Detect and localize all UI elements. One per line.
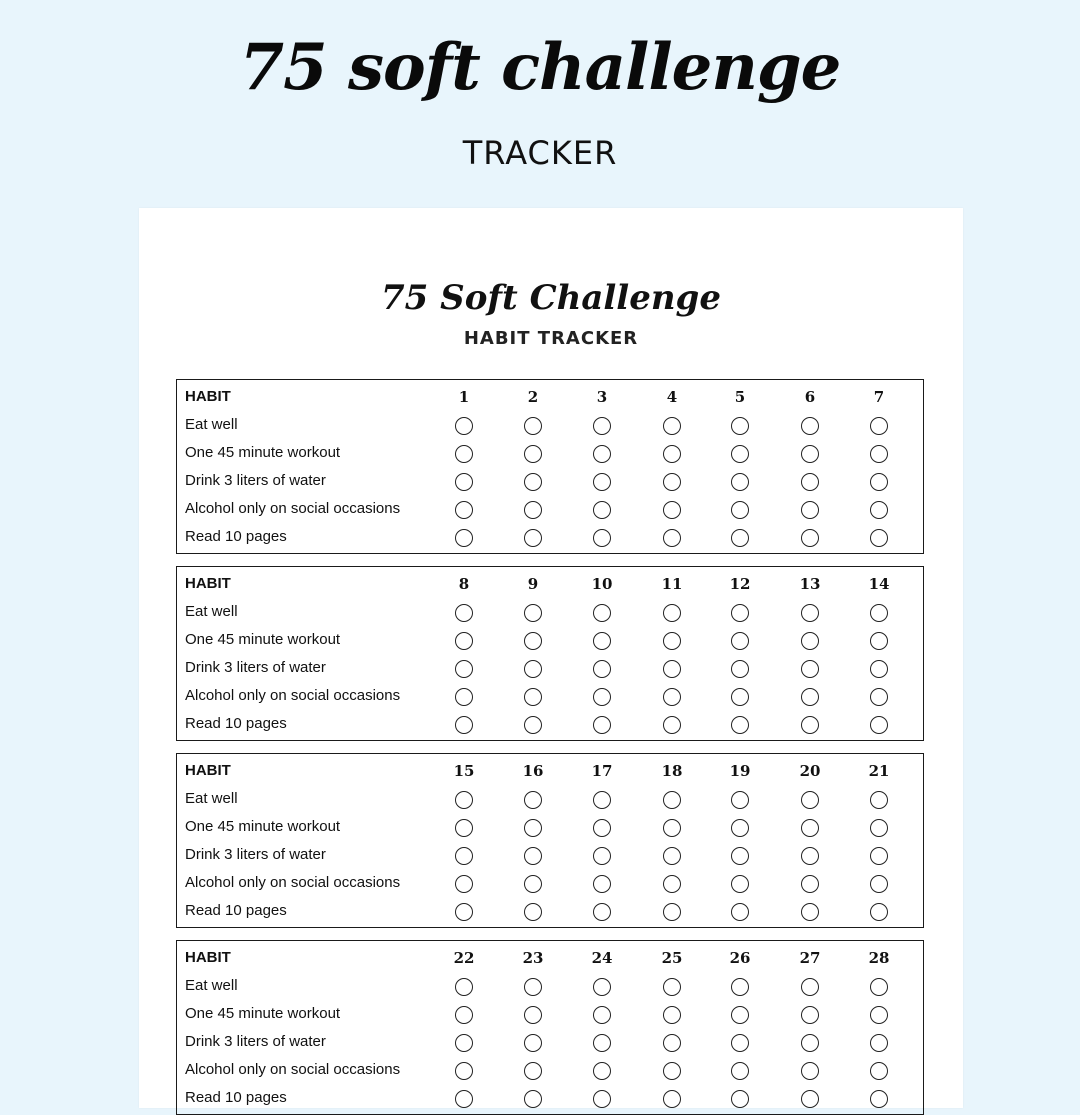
habit-checkbox[interactable] <box>593 417 611 435</box>
habit-checkbox[interactable] <box>870 791 888 809</box>
habit-checkbox[interactable] <box>455 417 473 435</box>
habit-checkbox[interactable] <box>524 604 542 622</box>
habit-checkbox[interactable] <box>455 660 473 678</box>
habit-checkbox[interactable] <box>524 791 542 809</box>
habit-row <box>177 655 925 683</box>
habit-checkbox[interactable] <box>524 1062 542 1080</box>
habit-checkbox[interactable] <box>801 1034 819 1052</box>
habit-checkbox[interactable] <box>731 1006 749 1024</box>
habit-row <box>177 524 925 552</box>
habit-checkbox[interactable] <box>870 1062 888 1080</box>
day-number: 13 <box>799 575 821 593</box>
week-header-row <box>177 758 925 786</box>
habit-checkbox[interactable] <box>731 445 749 463</box>
habit-checkbox[interactable] <box>801 978 819 996</box>
habit-checkbox[interactable] <box>593 688 611 706</box>
habit-label: Read 10 pages <box>185 528 287 545</box>
day-number: 26 <box>729 949 751 967</box>
habit-checkbox[interactable] <box>663 847 681 865</box>
habit-label: Alcohol only on social occasions <box>185 500 401 517</box>
habit-label: Drink 3 liters of water <box>185 846 326 863</box>
day-number: 17 <box>591 762 613 780</box>
habit-checkbox[interactable] <box>663 473 681 491</box>
habit-checkbox[interactable] <box>870 819 888 837</box>
habit-checkbox[interactable] <box>524 1006 542 1024</box>
habit-checkbox[interactable] <box>801 716 819 734</box>
habit-checkbox[interactable] <box>870 903 888 921</box>
habit-label: Alcohol only on social occasions <box>185 687 401 704</box>
habit-row <box>177 898 925 926</box>
habit-checkbox[interactable] <box>524 847 542 865</box>
habit-checkbox[interactable] <box>731 1090 749 1108</box>
habit-row <box>177 870 925 898</box>
habit-checkbox[interactable] <box>731 875 749 893</box>
day-number: 4 <box>666 388 678 406</box>
habit-checkbox[interactable] <box>663 688 681 706</box>
habit-checkbox[interactable] <box>663 445 681 463</box>
week-block <box>176 379 924 554</box>
habit-checkbox[interactable] <box>870 716 888 734</box>
habit-checkbox[interactable] <box>455 473 473 491</box>
habit-checkbox[interactable] <box>801 660 819 678</box>
habit-column-header: HABIT <box>185 575 231 592</box>
habit-checkbox[interactable] <box>801 604 819 622</box>
habit-row <box>177 1001 925 1029</box>
habit-checkbox[interactable] <box>524 978 542 996</box>
habit-row <box>177 814 925 842</box>
habit-checkbox[interactable] <box>801 819 819 837</box>
habit-checkbox[interactable] <box>731 417 749 435</box>
habit-row <box>177 599 925 627</box>
habit-checkbox[interactable] <box>801 1090 819 1108</box>
habit-checkbox[interactable] <box>801 632 819 650</box>
habit-label: Drink 3 liters of water <box>185 472 326 489</box>
habit-checkbox[interactable] <box>593 445 611 463</box>
habit-checkbox[interactable] <box>731 1034 749 1052</box>
habit-checkbox[interactable] <box>870 473 888 491</box>
habit-label: Eat well <box>185 790 238 807</box>
habit-checkbox[interactable] <box>455 688 473 706</box>
habit-checkbox[interactable] <box>870 632 888 650</box>
habit-checkbox[interactable] <box>870 445 888 463</box>
habit-column-header: HABIT <box>185 762 231 779</box>
habit-label: Alcohol only on social occasions <box>185 1061 401 1078</box>
habit-row <box>177 1029 925 1057</box>
habit-column-header: HABIT <box>185 388 231 405</box>
day-number: 22 <box>453 949 475 967</box>
habit-checkbox[interactable] <box>801 1062 819 1080</box>
habit-checkbox[interactable] <box>593 1090 611 1108</box>
habit-checkbox[interactable] <box>801 473 819 491</box>
habit-checkbox[interactable] <box>663 1062 681 1080</box>
habit-label: Eat well <box>185 977 238 994</box>
habit-checkbox[interactable] <box>731 604 749 622</box>
habit-checkbox[interactable] <box>870 1006 888 1024</box>
habit-checkbox[interactable] <box>663 1034 681 1052</box>
week-header-row <box>177 384 925 412</box>
habit-checkbox[interactable] <box>455 1006 473 1024</box>
habit-label: One 45 minute workout <box>185 444 341 461</box>
habit-row <box>177 683 925 711</box>
habit-checkbox[interactable] <box>455 1034 473 1052</box>
habit-checkbox[interactable] <box>731 501 749 519</box>
day-number: 19 <box>729 762 751 780</box>
habit-checkbox[interactable] <box>731 978 749 996</box>
habit-label: Read 10 pages <box>185 1089 287 1106</box>
habit-checkbox[interactable] <box>801 688 819 706</box>
habit-checkbox[interactable] <box>455 978 473 996</box>
habit-checkbox[interactable] <box>524 875 542 893</box>
day-number: 7 <box>873 388 885 406</box>
habit-checkbox[interactable] <box>731 716 749 734</box>
habit-row <box>177 842 925 870</box>
habit-checkbox[interactable] <box>731 903 749 921</box>
week-block <box>176 753 924 928</box>
habit-checkbox[interactable] <box>870 1034 888 1052</box>
habit-checkbox[interactable] <box>524 445 542 463</box>
habit-checkbox[interactable] <box>524 1090 542 1108</box>
day-number: 1 <box>458 388 470 406</box>
habit-label: Read 10 pages <box>185 715 287 732</box>
habit-checkbox[interactable] <box>524 473 542 491</box>
habit-checkbox[interactable] <box>663 1090 681 1108</box>
habit-checkbox[interactable] <box>524 903 542 921</box>
habit-checkbox[interactable] <box>524 716 542 734</box>
habit-checkbox[interactable] <box>663 417 681 435</box>
habit-checkbox[interactable] <box>731 529 749 547</box>
habit-checkbox[interactable] <box>870 688 888 706</box>
day-number: 3 <box>596 388 608 406</box>
habit-label: Eat well <box>185 603 238 620</box>
day-number: 24 <box>591 949 613 967</box>
habit-checkbox[interactable] <box>663 875 681 893</box>
habit-row <box>177 786 925 814</box>
habit-checkbox[interactable] <box>593 501 611 519</box>
habit-checkbox[interactable] <box>870 417 888 435</box>
habit-checkbox[interactable] <box>801 445 819 463</box>
habit-checkbox[interactable] <box>455 875 473 893</box>
day-number: 5 <box>734 388 746 406</box>
habit-checkbox[interactable] <box>524 501 542 519</box>
habit-checkbox[interactable] <box>663 1006 681 1024</box>
habit-checkbox[interactable] <box>455 501 473 519</box>
habit-checkbox[interactable] <box>593 660 611 678</box>
habit-checkbox[interactable] <box>731 791 749 809</box>
habit-checkbox[interactable] <box>455 903 473 921</box>
day-number: 2 <box>527 388 539 406</box>
habit-checkbox[interactable] <box>870 604 888 622</box>
habit-checkbox[interactable] <box>593 819 611 837</box>
habit-checkbox[interactable] <box>801 1006 819 1024</box>
banner-subtitle: TRACKER <box>462 134 618 172</box>
habit-checkbox[interactable] <box>663 903 681 921</box>
habit-checkbox[interactable] <box>524 688 542 706</box>
day-number: 28 <box>868 949 890 967</box>
day-number: 21 <box>868 762 890 780</box>
habit-checkbox[interactable] <box>731 847 749 865</box>
habit-checkbox[interactable] <box>663 632 681 650</box>
habit-checkbox[interactable] <box>663 660 681 678</box>
habit-checkbox[interactable] <box>663 978 681 996</box>
habit-label: Eat well <box>185 416 238 433</box>
habit-checkbox[interactable] <box>870 1090 888 1108</box>
habit-checkbox[interactable] <box>593 1062 611 1080</box>
habit-checkbox[interactable] <box>455 632 473 650</box>
habit-checkbox[interactable] <box>593 978 611 996</box>
habit-checkbox[interactable] <box>731 632 749 650</box>
day-number: 25 <box>661 949 683 967</box>
day-number: 10 <box>591 575 613 593</box>
habit-checkbox[interactable] <box>593 1006 611 1024</box>
habit-column-header: HABIT <box>185 949 231 966</box>
tracker-page <box>139 208 963 1108</box>
habit-checkbox[interactable] <box>663 604 681 622</box>
habit-label: Alcohol only on social occasions <box>185 874 401 891</box>
habit-checkbox[interactable] <box>455 1090 473 1108</box>
day-number: 14 <box>868 575 890 593</box>
habit-checkbox[interactable] <box>524 1034 542 1052</box>
habit-checkbox[interactable] <box>801 791 819 809</box>
habit-checkbox[interactable] <box>870 978 888 996</box>
habit-row <box>177 711 925 739</box>
day-number: 20 <box>799 762 821 780</box>
habit-checkbox[interactable] <box>455 445 473 463</box>
habit-checkbox[interactable] <box>870 847 888 865</box>
habit-checkbox[interactable] <box>593 716 611 734</box>
habit-checkbox[interactable] <box>731 819 749 837</box>
habit-label: One 45 minute workout <box>185 1005 341 1022</box>
day-number: 16 <box>522 762 544 780</box>
habit-checkbox[interactable] <box>663 529 681 547</box>
habit-checkbox[interactable] <box>801 903 819 921</box>
week-block <box>176 566 924 741</box>
habit-row <box>177 468 925 496</box>
habit-checkbox[interactable] <box>593 1034 611 1052</box>
habit-label: Drink 3 liters of water <box>185 1033 326 1050</box>
day-number: 9 <box>527 575 539 593</box>
week-header-row <box>177 571 925 599</box>
day-number: 12 <box>729 575 751 593</box>
day-number: 6 <box>804 388 816 406</box>
day-number: 23 <box>522 949 544 967</box>
habit-checkbox[interactable] <box>524 632 542 650</box>
habit-checkbox[interactable] <box>455 716 473 734</box>
habit-checkbox[interactable] <box>455 847 473 865</box>
habit-row <box>177 973 925 1001</box>
document-title: 75 Soft Challenge <box>381 278 721 318</box>
week-block <box>176 940 924 1115</box>
habit-checkbox[interactable] <box>731 660 749 678</box>
habit-checkbox[interactable] <box>663 501 681 519</box>
day-number: 18 <box>661 762 683 780</box>
habit-checkbox[interactable] <box>593 529 611 547</box>
habit-checkbox[interactable] <box>731 1062 749 1080</box>
habit-checkbox[interactable] <box>593 903 611 921</box>
habit-row <box>177 496 925 524</box>
habit-label: Read 10 pages <box>185 902 287 919</box>
habit-checkbox[interactable] <box>593 847 611 865</box>
habit-checkbox[interactable] <box>801 417 819 435</box>
habit-label: One 45 minute workout <box>185 631 341 648</box>
banner-title: 75 soft challenge <box>239 30 841 105</box>
habit-checkbox[interactable] <box>870 529 888 547</box>
habit-checkbox[interactable] <box>593 632 611 650</box>
day-number: 27 <box>799 949 821 967</box>
habit-checkbox[interactable] <box>663 716 681 734</box>
habit-checkbox[interactable] <box>455 604 473 622</box>
habit-checkbox[interactable] <box>455 1062 473 1080</box>
habit-checkbox[interactable] <box>870 875 888 893</box>
habit-checkbox[interactable] <box>524 417 542 435</box>
habit-checkbox[interactable] <box>455 819 473 837</box>
habit-checkbox[interactable] <box>593 604 611 622</box>
habit-checkbox[interactable] <box>524 660 542 678</box>
habit-checkbox[interactable] <box>593 791 611 809</box>
habit-row <box>177 412 925 440</box>
habit-label: Drink 3 liters of water <box>185 659 326 676</box>
habit-row <box>177 1085 925 1113</box>
habit-checkbox[interactable] <box>663 819 681 837</box>
habit-checkbox[interactable] <box>731 473 749 491</box>
habit-checkbox[interactable] <box>593 875 611 893</box>
habit-checkbox[interactable] <box>524 819 542 837</box>
day-number: 11 <box>661 575 683 593</box>
week-header-row <box>177 945 925 973</box>
habit-row <box>177 627 925 655</box>
day-number: 8 <box>458 575 470 593</box>
habit-checkbox[interactable] <box>731 688 749 706</box>
habit-checkbox[interactable] <box>593 473 611 491</box>
habit-row <box>177 440 925 468</box>
document-subtitle: HABIT TRACKER <box>463 328 639 349</box>
habit-label: One 45 minute workout <box>185 818 341 835</box>
habit-checkbox[interactable] <box>455 791 473 809</box>
day-number: 15 <box>453 762 475 780</box>
habit-checkbox[interactable] <box>455 529 473 547</box>
habit-checkbox[interactable] <box>524 529 542 547</box>
habit-checkbox[interactable] <box>870 660 888 678</box>
habit-checkbox[interactable] <box>801 875 819 893</box>
habit-checkbox[interactable] <box>801 847 819 865</box>
habit-checkbox[interactable] <box>663 791 681 809</box>
habit-row <box>177 1057 925 1085</box>
habit-checkbox[interactable] <box>801 529 819 547</box>
habit-checkbox[interactable] <box>870 501 888 519</box>
habit-checkbox[interactable] <box>801 501 819 519</box>
